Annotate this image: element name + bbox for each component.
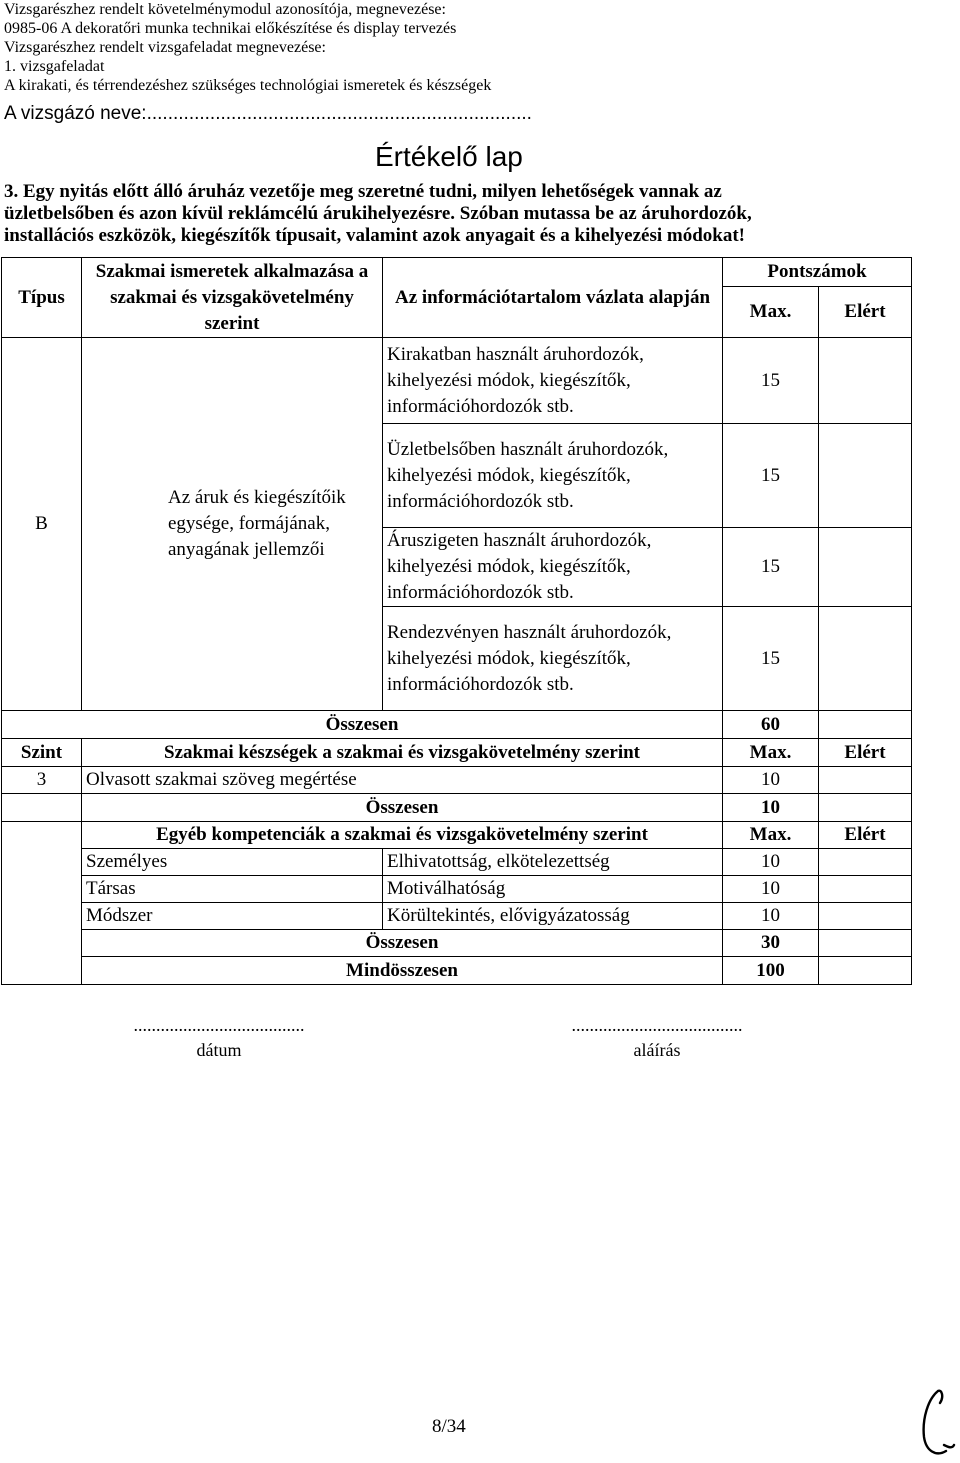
- comp-max: 10: [723, 903, 819, 930]
- skill-level: 3: [2, 767, 82, 794]
- total-row: [2, 930, 912, 957]
- criterion-max: 15: [723, 607, 819, 711]
- col-level-header: Szint: [2, 739, 82, 767]
- comp-category: Társas: [82, 876, 383, 903]
- page-title: Értékelő lap: [375, 141, 523, 172]
- grand-total-value: 100: [723, 957, 819, 985]
- skills-total-label: Összesen: [82, 794, 723, 822]
- criterion-text: Üzletbelsőben használt áruhordozók, kihelyezési módok, kiegészítők, információhordozók stb.: [383, 424, 723, 528]
- col-competencies-header: Egyéb kompetenciák a szakmai és vizsgakövetelmény szerint: [82, 822, 723, 849]
- header-line-4: 1. vizsgafeladat: [4, 58, 105, 75]
- comp-achieved[interactable]: [819, 849, 912, 876]
- table-row: [2, 876, 912, 903]
- task-line-2: üzletbelsőben és azon kívül reklámcélú árukihelyezésre. Szóban mutassa be az áruhordozók,: [4, 203, 752, 224]
- total-achieved[interactable]: [819, 711, 912, 739]
- date-signature-block: [88, 1015, 350, 1061]
- grand-total-achieved[interactable]: [819, 957, 912, 985]
- comp-total-label: Összesen: [82, 930, 723, 957]
- total-label: Összesen: [2, 711, 723, 739]
- col-skills-header: Szakmai készségek a szakmai és vizsgakövetelmény szerint: [82, 739, 723, 767]
- header-line-2: 0985-06 A dekoratőri munka technikai előkészítése és display tervezés: [4, 20, 457, 37]
- comp-category: Személyes: [82, 849, 383, 876]
- skills-achieved-header: Elért: [819, 739, 912, 767]
- comp-text: Körültekintés, elővigyázatosság: [383, 903, 723, 930]
- date-dots: ......................................: [133, 1015, 305, 1035]
- criterion-achieved[interactable]: [819, 424, 912, 528]
- evaluation-table: [1, 257, 912, 985]
- criterion-text: Áruszigeten használt áruhordozók, kihelyezési módok, kiegészítők, információhordozók stb.: [383, 528, 723, 607]
- date-label: dátum: [196, 1040, 242, 1060]
- comp-max-header: Max.: [723, 822, 819, 849]
- skills-max-header: Max.: [723, 739, 819, 767]
- task-line-1: 3. Egy nyitás előtt álló áruház vezetője meg szeretné tudni, milyen lehetőségek vannak az: [4, 181, 722, 202]
- comp-total-achieved[interactable]: [819, 930, 912, 957]
- col-type-header: Típus: [2, 258, 82, 338]
- total-row: [2, 711, 912, 739]
- skills-total-achieved[interactable]: [819, 794, 912, 822]
- skill-achieved[interactable]: [819, 767, 912, 794]
- criterion-achieved[interactable]: [819, 528, 912, 607]
- criterion-max: 15: [723, 424, 819, 528]
- table-row: [2, 849, 912, 876]
- total-row: [2, 794, 912, 822]
- handwritten-initial-icon: [918, 1385, 956, 1459]
- col-achieved-header: Elért: [819, 287, 912, 338]
- sign-dots: ......................................: [571, 1015, 743, 1035]
- table-row: [2, 903, 912, 930]
- criterion-max: 15: [723, 338, 819, 424]
- header-line-5: A kirakati, és térrendezéshez szükséges technológiai ismeretek és készségek: [4, 77, 492, 94]
- col-points-header: Pontszámok: [723, 258, 912, 287]
- comp-achieved[interactable]: [819, 876, 912, 903]
- criterion-text: Kirakatban használt áruhordozók, kihelyezési módok, kiegészítők, információhordozók stb.: [383, 338, 723, 424]
- comp-achieved-header: Elért: [819, 822, 912, 849]
- sign-signature-block: [526, 1015, 788, 1061]
- criterion-text: Rendezvényen használt áruhordozók, kihelyezési módok, kiegészítők, információhordozók stb.: [383, 607, 723, 711]
- comp-max: 10: [723, 849, 819, 876]
- comp-text: Motiválhatóság: [383, 876, 723, 903]
- document-header: [4, 0, 491, 95]
- criterion-max: 15: [723, 528, 819, 607]
- comp-total-value: 30: [723, 930, 819, 957]
- criterion-achieved[interactable]: [819, 607, 912, 711]
- grand-total-label: Mindösszesen: [82, 957, 723, 985]
- comp-max: 10: [723, 876, 819, 903]
- page-number: 8/34: [432, 1416, 466, 1437]
- header-line-1: Vizsgarészhez rendelt követelménymodul azonosítója, megnevezése:: [4, 1, 446, 18]
- col-info-header: Az információtartalom vázlata alapján: [383, 258, 723, 338]
- header-line-3: Vizsgarészhez rendelt vizsgafeladat megnevezése:: [4, 39, 326, 56]
- skills-total-value: 10: [723, 794, 819, 822]
- comp-text: Elhivatottság, elkötelezettség: [383, 849, 723, 876]
- task-description: [4, 181, 906, 247]
- skill-text: Olvasott szakmai szöveg megértése: [82, 767, 723, 794]
- comp-category: Módszer: [82, 903, 383, 930]
- sign-label: aláírás: [633, 1040, 681, 1060]
- col-knowledge-header: Szakmai ismeretek alkalmazása a szakmai és vizsgakövetelmény szerint: [82, 258, 383, 338]
- grand-total-row: [2, 957, 912, 985]
- col-max-header: Max.: [723, 287, 819, 338]
- type-value: B: [2, 338, 82, 711]
- total-value: 60: [723, 711, 819, 739]
- task-line-3: installációs eszközök, kiegészítők típusait, valamint azok anyagait és a kihelyezési módokat!: [4, 225, 745, 246]
- examinee-name-line: A vizsgázó neve:.........................................................................: [4, 103, 532, 124]
- comp-achieved[interactable]: [819, 903, 912, 930]
- table-row: [2, 338, 912, 424]
- criterion-achieved[interactable]: [819, 338, 912, 424]
- table-row: [2, 767, 912, 794]
- knowledge-value: Az áruk és kiegészítőik egysége, formájának, anyagának jellemzői: [82, 338, 383, 711]
- skill-max: 10: [723, 767, 819, 794]
